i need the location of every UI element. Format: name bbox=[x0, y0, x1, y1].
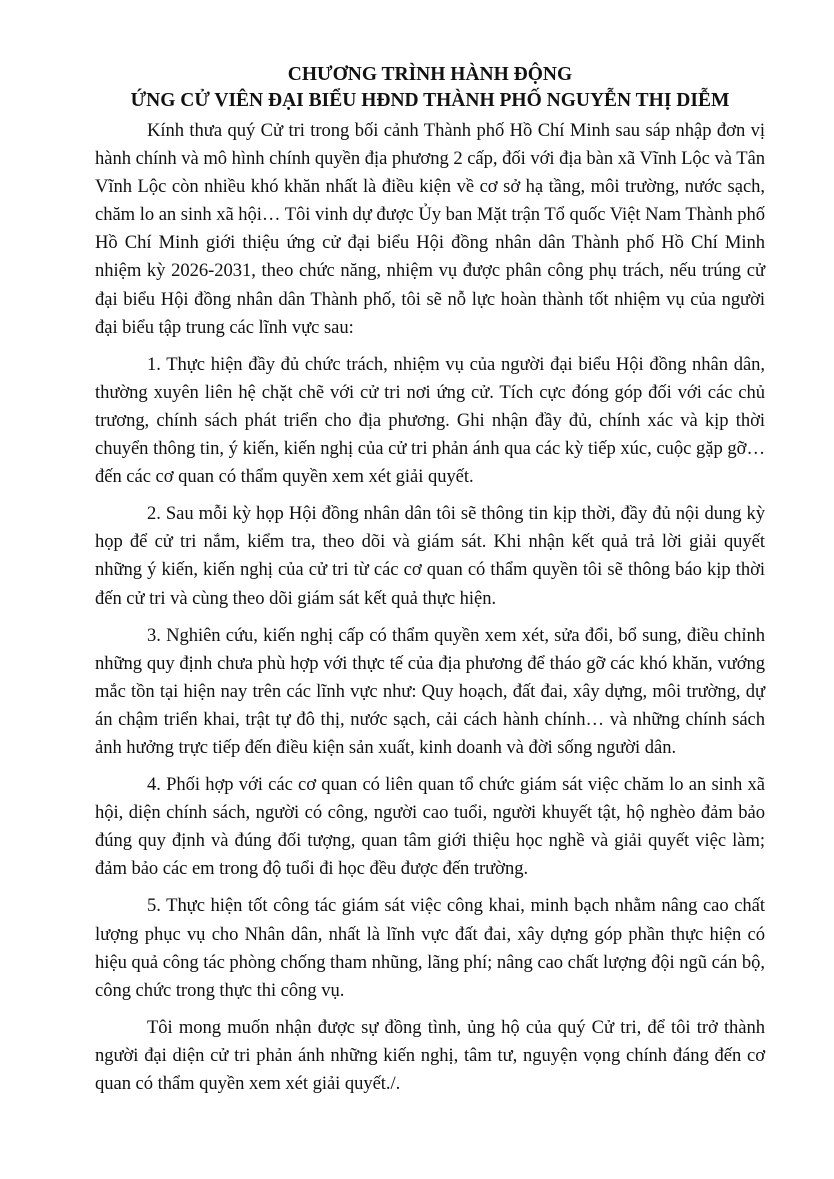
commitment-item-5: 5. Thực hiện tốt công tác giám sát việc công khai, minh bạch nhằm nâng cao chất lượng phục vụ cho Nhân dân, nhất là lĩnh vực đất đai, xây dựng góp phần thực hiện có hiệu quả công tác phòng chống tham nhũng, lãng phí; nâng cao chất lượng đội ngũ cán bộ, công chức trong thực thi công vụ. bbox=[95, 895, 765, 1001]
commitment-item-2: 2. Sau mỗi kỳ họp Hội đồng nhân dân tôi sẽ thông tin kịp thời, đầy đủ nội dung kỳ họp để cử tri nắm, kiểm tra, theo dõi và giám sát. Khi nhận kết quả trả lời giải quyết những ý kiến, kiến nghị của cử tri từ các cơ quan có thẩm quyền tôi sẽ thông báo kịp thời đến cử tri và cùng theo dõi giám sát kết quả thực hiện. bbox=[95, 503, 765, 609]
document-subtitle: ỨNG CỬ VIÊN ĐẠI BIỂU HĐND THÀNH PHỐ NGUYỄN THỊ DIỄM bbox=[130, 90, 730, 111]
commitment-item-3: 3. Nghiên cứu, kiến nghị cấp có thẩm quyền xem xét, sửa đổi, bổ sung, điều chỉnh những quy định chưa phù hợp với thực tế của địa phương để tháo gỡ các khó khăn, vướng mắc tồn tại hiện nay trên các lĩnh vực như: Quy hoạch, đất đai, xây dựng, môi trường, dự án chậm triển khai, trật tự đô thị, nước sạch, cải cách hành chính… và những chính sách ảnh hưởng trực tiếp đến điều kiện sản xuất, kinh doanh và đời sống người dân. bbox=[95, 624, 765, 758]
closing-paragraph: Tôi mong muốn nhận được sự đồng tình, ủng hộ của quý Cử tri, để tôi trở thành người đại diện cử tri phản ánh những kiến nghị, tâm tư, nguyện vọng chính đáng đến cơ quan có thẩm quyền xem xét giải quyết./. bbox=[95, 1016, 765, 1094]
intro-paragraph: Kính thưa quý Cử tri trong bối cảnh Thành phố Hồ Chí Minh sau sáp nhập đơn vị hành chính và mô hình chính quyền địa phương 2 cấp, đối với địa bàn xã Vĩnh Lộc và Tân Vĩnh Lộc còn nhiều khó khăn nhất là điều kiện về cơ sở hạ tầng, môi trường, nước sạch, chăm lo an sinh xã hội… Tôi vinh dự được Ủy ban Mặt trận Tổ quốc Việt Nam Thành phố Hồ Chí Minh giới thiệu ứng cử đại biểu Hội đồng nhân dân Thành phố Hồ Chí Minh nhiệm kỳ 2026-2031, theo chức năng, nhiệm vụ được phân công phụ trách, nếu trúng cử đại biểu Hội đồng nhân dân Thành phố, tôi sẽ nỗ lực hoàn thành tốt nhiệm vụ của người đại biểu tập trung các lĩnh vực sau: bbox=[95, 120, 765, 338]
document-heading bbox=[95, 62, 765, 114]
document-body bbox=[95, 117, 765, 1107]
document-title: CHƯƠNG TRÌNH HÀNH ĐỘNG bbox=[287, 64, 573, 85]
commitment-item-4: 4. Phối hợp với các cơ quan có liên quan tổ chức giám sát việc chăm lo an sinh xã hội, diện chính sách, người có công, người cao tuổi, người khuyết tật, hộ nghèo đảm bảo đúng quy định và đúng đối tượng, quan tâm giới thiệu học nghề và giải quyết việc làm; đảm bảo các em trong độ tuổi đi học đều được đến trường. bbox=[95, 774, 765, 880]
commitment-item-1: 1. Thực hiện đầy đủ chức trách, nhiệm vụ của người đại biểu Hội đồng nhân dân, thường xuyên liên hệ chặt chẽ với cử tri nơi ứng cử. Tích cực đóng góp đối với các chủ trương, chính sách phát triển cho địa phương. Ghi nhận đầy đủ, chính xác và kịp thời chuyển thông tin, ý kiến, kiến nghị của cử tri phản ánh qua các kỳ tiếp xúc, cuộc gặp gỡ… đến các cơ quan có thẩm quyền xem xét giải quyết. bbox=[95, 353, 765, 488]
